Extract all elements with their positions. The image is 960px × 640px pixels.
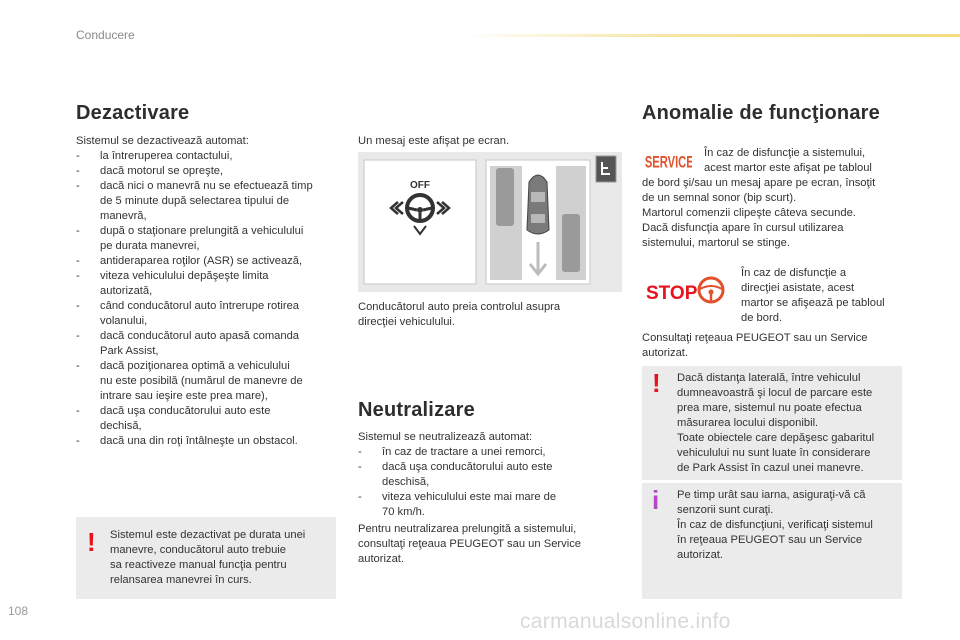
dezactivare-warning-text (110, 528, 305, 588)
list-item (358, 460, 556, 490)
anomalie-info-box (642, 483, 902, 599)
screen-message-text: Un mesaj este afişat pe ecran. (358, 135, 510, 147)
bullet-dash: - (76, 270, 80, 282)
stop-text (741, 266, 885, 326)
list-item-line: - în caz de tractare a unei remorci, (358, 446, 546, 458)
list-item-line: - dacă conducătorul auto apasă comanda (76, 330, 300, 342)
anomalie-warning-box (642, 366, 902, 480)
info-line: în reţeaua PEUGEOT sau un Service (677, 534, 863, 546)
warning-line: manevre, conducătorul auto trebuie (110, 544, 287, 556)
stop-line: martor se afişează pe tabloul (741, 297, 885, 309)
warning-line: vehiculului nu sunt luate în considerare (677, 447, 871, 459)
service-line: Martorul comenzii clipeşte câteva secunde. (642, 207, 856, 219)
list-item (76, 329, 313, 359)
list-item-line: - la întreruperea contactului, (76, 150, 233, 162)
list-item (76, 254, 313, 269)
list-item-line: - viteza vehiculului depăşeşte limita (76, 270, 269, 282)
park-assist-icon (596, 156, 616, 182)
consult-line: Consultaţi reţeaua PEUGEOT sau un Service (642, 332, 868, 344)
warning-icon: ! (652, 368, 661, 398)
stop-line: În caz de disfuncţie a (741, 267, 847, 279)
park-assist-illustration (358, 152, 622, 292)
list-item-line: volanului, (100, 315, 148, 327)
page-number: 108 (8, 604, 29, 618)
stop-indicator-icon (644, 276, 728, 306)
anomalie-warning-text (677, 371, 874, 476)
list-item-line: intrare sau ieşire este prea mare), (100, 390, 268, 402)
bullet-dash: - (76, 255, 80, 267)
info-line: autorizat. (677, 549, 724, 561)
list-item-line: - când conducătorul auto întrerupe rotirea (76, 300, 300, 312)
list-item-line: - dacă uşa conducătorului auto este (358, 461, 553, 473)
bullet-dash: - (76, 300, 80, 312)
list-item-line: manevră, (100, 210, 147, 222)
anomalie-info-text (677, 488, 873, 563)
service-text-side (704, 146, 872, 176)
neutralizare-outro (358, 522, 581, 567)
figure-caption (358, 300, 560, 330)
list-item (76, 164, 313, 179)
list-item (76, 404, 313, 434)
outro-line: Pentru neutralizarea prelungită a sistemului, (358, 523, 577, 535)
list-item-line: - viteza vehiculului este mai mare de (358, 491, 557, 503)
service-line: de bord şi/sau un mesaj apare pe ecran, însoţit (642, 177, 876, 189)
stop-line: de bord. (741, 312, 783, 324)
bullet-dash: - (358, 491, 362, 503)
bullet-dash: - (76, 360, 80, 372)
list-item-line: - dacă poziţionarea optimă a vehiculului (76, 360, 290, 372)
neutralizare-title: Neutralizare (358, 399, 475, 421)
off-label: OFF (410, 180, 430, 191)
service-line: În caz de disfuncţie a sistemului, (704, 147, 866, 159)
list-item-line: Park Assist, (100, 345, 159, 357)
warning-line: prea mare, sistemul nu poate efectua (677, 402, 862, 414)
service-label: SERVICE (644, 152, 692, 171)
dezactivare-warning-box (76, 517, 336, 599)
info-line: Pe timp urât sau iarna, asiguraţi-vă că (677, 489, 866, 501)
list-item-line: dechisă, (100, 420, 142, 432)
warning-line: de Park Assist în cazul unei manevre. (677, 462, 864, 474)
bullet-dash: - (76, 405, 80, 417)
watermark: carmanualsonline.info (520, 610, 731, 633)
warning-line: măsurarea locului disponibil. (677, 417, 819, 429)
park-assist-figure (358, 152, 622, 292)
stop-label: STOP (646, 283, 698, 304)
info-line: În caz de disfuncţiuni, verificaţi sistemul (677, 519, 873, 531)
list-item-line: - dacă nici o manevră nu se efectuează timp (76, 180, 313, 192)
anomalie-title: Anomalie de funcţionare (642, 102, 880, 124)
outro-line: autorizat. (358, 553, 405, 565)
list-item-line: autorizată, (100, 285, 153, 297)
bullet-dash: - (76, 435, 80, 447)
list-item-line: 70 km/h. (382, 506, 425, 518)
warning-line: Sistemul este dezactivat pe durata unei (110, 529, 306, 541)
outro-line: consultaţi reţeaua PEUGEOT sau un Service (358, 538, 582, 550)
info-line: senzorii sunt curaţi. (677, 504, 774, 516)
bullet-dash: - (76, 165, 80, 177)
bullet-dash: - (76, 180, 80, 192)
consult-line: autorizat. (642, 347, 689, 359)
consult-text (642, 331, 868, 361)
section-header: Conducere (76, 28, 135, 42)
bullet-dash: - (358, 446, 362, 458)
caption-line: direcţiei vehiculului. (358, 316, 456, 328)
bullet-dash: - (358, 461, 362, 473)
warning-line: relansarea manevrei în curs. (110, 574, 252, 586)
list-item-line: - după o staţionare prelungită a vehiculului (76, 225, 304, 237)
list-item (76, 269, 313, 299)
list-item (358, 445, 556, 460)
list-item (76, 179, 313, 224)
list-item-line: deschisă, (382, 476, 430, 488)
neutralizare-intro: Sistemul se neutralizează automat: (358, 431, 533, 443)
list-item (358, 490, 556, 520)
warning-line: sa reactiveze manual funcţia pentru (110, 559, 287, 571)
warning-icon: ! (87, 527, 96, 557)
caption-line: Conducătorul auto preia controlul asupra (358, 301, 561, 313)
bullet-dash: - (76, 225, 80, 237)
dezactivare-list (76, 149, 313, 449)
list-item-line: - dacă uşa conducătorului auto este (76, 405, 271, 417)
info-icon: i (652, 485, 660, 515)
neutralizare-list (358, 445, 556, 520)
list-item (76, 299, 313, 329)
list-item-line: - antideraparea roţilor (ASR) se activează, (76, 255, 303, 267)
list-item-line: - dacă una din roţi întâlneşte un obstacol. (76, 435, 298, 447)
bullet-dash: - (76, 330, 80, 342)
service-text-full (642, 176, 875, 251)
header-rule (460, 34, 960, 37)
warning-line: Dacă distanţa laterală, între vehiculul (677, 372, 861, 384)
dezactivare-intro: Sistemul se dezactivează automat: (76, 135, 249, 147)
parking-car-icon (490, 166, 586, 280)
warning-line: Toate obiectele care depăşesc gabaritul (677, 432, 875, 444)
service-indicator-icon (644, 150, 692, 172)
dezactivare-title: Dezactivare (76, 102, 190, 124)
list-item-line: de 5 minute după selectarea tipului de (100, 195, 290, 207)
list-item (76, 359, 313, 404)
list-item (76, 434, 313, 449)
list-item-line: pe durata manevrei, (100, 240, 200, 252)
list-item (76, 149, 313, 164)
stop-line: direcţiei asistate, acest (741, 282, 855, 294)
list-item-line: nu este posibilă (numărul de manevre de (100, 375, 303, 387)
list-item (76, 224, 313, 254)
warning-line: dumneavoastră şi locul de parcare este (677, 387, 873, 399)
service-line: sistemului, martorul se stinge. (642, 237, 790, 249)
service-line: de un semnal sonor (bip scurt). (642, 192, 797, 204)
service-line: acest martor este afişat pe tabloul (704, 162, 872, 174)
list-item-line: - dacă motorul se opreşte, (76, 165, 224, 177)
service-line: Dacă disfuncţia apare în cursul utilizarea (642, 222, 844, 234)
bullet-dash: - (76, 150, 80, 162)
